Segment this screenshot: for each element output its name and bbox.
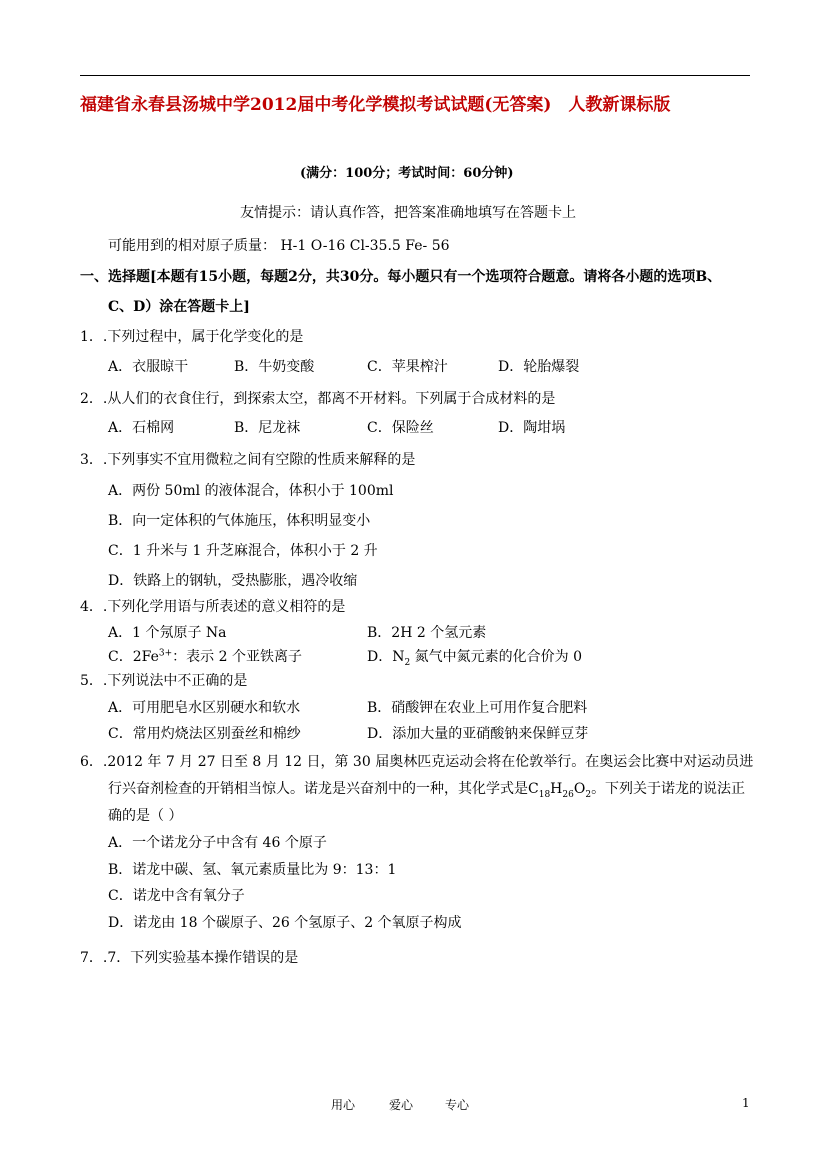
question-3-option-a: A．两份 50ml 的液体混合，体积小于 100ml <box>108 483 394 499</box>
question-6-option-b: B．诺龙中碳、氢、氧元素质量比为 9：13：1 <box>108 862 397 878</box>
section-heading-line1: 一、选择题[本题有15小题，每题2分，共30分。每小题只有一个选项符合题意。请将各小题的选项B、 <box>80 269 722 285</box>
exam-info: (满分：100分；考试时间：60分钟) <box>300 166 514 181</box>
question-1-option-b: B．牛奶变酸 <box>234 359 315 375</box>
question-4-option-d: D．$N_2$ 氮气中氮元素的化合价为 0 <box>367 649 583 668</box>
question-2-option-b: B．尼龙袜 <box>234 420 301 436</box>
question-3-option-b: B．向一定体积的气体施压，体积明显变小 <box>108 513 371 529</box>
document-title: 福建省永春县汤城中学2012届中考化学模拟考试试题(无答案) 人教新课标版 <box>80 95 671 115</box>
question-6-stem-line3: 确的是（ ） <box>108 808 183 824</box>
question-3-option-d: D．铁路上的钢轨，受热膨胀，遇冷收缩 <box>108 573 358 589</box>
question-4-stem: 4．.下列化学用语与所表述的意义相符的是 <box>80 599 346 615</box>
question-4-option-c: C．$2Fe^{3+}$：表示 2 个亚铁离子 <box>108 648 302 665</box>
question-1-stem: 1．.下列过程中，属于化学变化的是 <box>80 329 304 345</box>
question-4-option-a: A．1 个氖原子 Na <box>108 625 227 641</box>
question-2-option-c: C．保险丝 <box>367 420 434 436</box>
question-1-option-a: A．衣服晾干 <box>108 359 189 375</box>
question-3-option-c: C．1 升米与 1 升芝麻混合，体积小于 2 升 <box>108 543 378 559</box>
question-2-option-a: A．石棉网 <box>108 420 175 436</box>
question-1-option-d: D．轮胎爆裂 <box>498 359 580 375</box>
section-heading-line2: C、D）涂在答题卡上] <box>108 299 250 315</box>
question-5-stem: 5．.下列说法中不正确的是 <box>80 673 248 689</box>
question-2-stem: 2．.从人们的衣食住行，到探索太空，都离不开材料。下列属于合成材料的是 <box>80 391 556 407</box>
question-6-option-a: A．一个诺龙分子中含有 46 个原子 <box>108 835 327 851</box>
tip-text: 友情提示：请认真作答，把答案准确地填写在答题卡上 <box>240 205 576 221</box>
page-number: 1 <box>742 1096 750 1110</box>
question-4-option-b: B．2H 2 个氢元素 <box>367 625 487 641</box>
question-5-option-a: A．可用肥皂水区别硬水和软水 <box>108 700 301 716</box>
question-6-stem-line2: 行兴奋剂检查的开销相当惊人。诺龙是兴奋剂中的一种，其化学式是$C_{18}H_{26}O_2$。下列关于诺龙的说法正 <box>108 781 746 800</box>
question-7-stem: 7．.7．下列实验基本操作错误的是 <box>80 950 299 966</box>
footer-motto-1: 用心 <box>331 1098 356 1112</box>
question-6-option-c: C．诺龙中含有氧分子 <box>108 888 245 904</box>
footer-motto-3: 专心 <box>445 1098 470 1112</box>
footer-motto-2: 爱心 <box>389 1098 414 1112</box>
question-5-option-d: D．添加大量的亚硝酸钠来保鲜豆芽 <box>367 726 589 742</box>
question-5-option-c: C．常用灼烧法区别蚕丝和棉纱 <box>108 726 301 742</box>
question-5-option-b: B．硝酸钾在农业上可用作复合肥料 <box>367 700 588 716</box>
header-rule <box>80 75 750 76</box>
question-3-stem: 3．.下列事实不宜用微粒之间有空隙的性质来解释的是 <box>80 452 416 468</box>
question-6-stem-line1: 6．.2012 年 7 月 27 日至 8 月 12 日，第 30 届奥林匹克运动会将在伦敦举行。在奥运会比赛中对运动员进 <box>80 754 754 770</box>
question-6-option-d: D．诺龙由 18 个碳原子、26 个氢原子、2 个氧原子构成 <box>108 915 462 931</box>
question-1-option-c: C．苹果榨汁 <box>367 359 448 375</box>
question-2-option-d: D．陶坩埚 <box>498 420 566 436</box>
atomic-masses: 可能用到的相对原子质量： H-1 O-16 Cl-35.5 Fe- 56 <box>108 238 450 254</box>
